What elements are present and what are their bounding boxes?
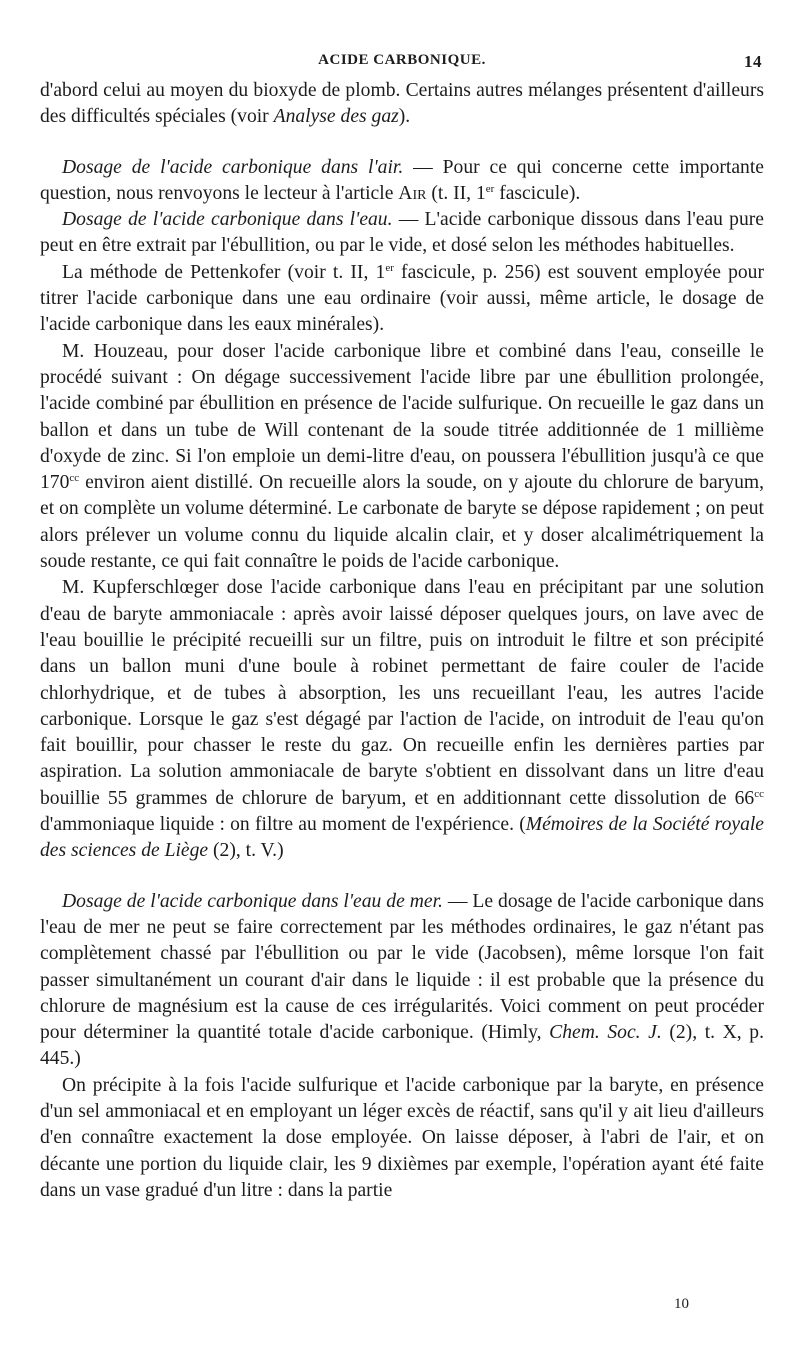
paragraph: d'abord celui au moyen du bioxyde de plomb. Certains autres mélanges présentent d'ailleurs des difficultés spéciales (voir Analyse des gaz). bbox=[40, 80, 764, 128]
body-text bbox=[40, 78, 764, 1204]
paragraph: M. Kupferschlœger dose l'acide carbonique dans l'eau en précipitant par une solution d'eau de baryte ammoniacale : après avoir laissé déposer quelques jours, on lave avec de l'eau bouillie le précipité recueilli sur un filtre, puis on introduit le filtre et son précipité dans un ballon muni d'une boule à robinet permettant de faire couler de l'acide chlorhydrique, et de tubes à absorption, les uns recueillant l'eau, les autres l'acide carbonique. Lorsque le gaz s'est dégagé par l'action de l'acide, on introduit de l'eau qu'on fait bouillir, pour chasser le reste du gaz. On recueille enfin les dernières parties par aspiration. La solution ammoniacale de baryte s'obtient en dissolvant dans un litre d'eau bouillie 55 grammes de chlorure de baryum, et en additionnant cette dissolution de $66^{cc}$ d'ammoniaque liquide : on filtre au moment de l'expérience. (Mémoires de la Société royale des sciences de Liège (2), t. V.) bbox=[40, 577, 765, 862]
section-air: Dosage de l'acide carbonique dans l'air. — Pour ce qui concerne cette importante question, nous renvoyons le lecteur à l'article Air (t. II, 1er fascicule). bbox=[40, 156, 764, 204]
page-number: 14 bbox=[744, 52, 762, 71]
section-heading: Dosage de l'acide carbonique dans l'air. bbox=[62, 156, 404, 178]
running-title: ACIDE CARBONIQUE. bbox=[318, 52, 486, 68]
article-reference: Air bbox=[398, 182, 427, 204]
section-eau-de-mer: Dosage de l'acide carbonique dans l'eau de mer. — Le dosage de l'acide carbonique dans l'eau de mer ne peut se faire correctement par les méthodes ordinaires, le gaz n'étant pas complètement chassé par l'ébullition ou par le vide (Jacobsen), même lorsque l'on fait passer simultanément un courant d'air dans le liquide : il est probable que la présence du chlorure de magnésium est la cause de ces irrégularités. Voici comment on peut procéder pour déterminer la quantité totale d'acide carbonique. (Himly, Chem. Soc. J. (2), t. X, p. 445.) bbox=[40, 890, 764, 1070]
paragraph: La méthode de Pettenkofer (voir t. II, 1er fascicule, p. 256) est souvent employée pour titrer l'acide carbonique dans une eau ordinaire (voir aussi, même article, le dosage de l'acide carbonique dans les eaux minérales). bbox=[40, 261, 765, 336]
paragraph: On précipite à la fois l'acide sulfurique et l'acide carbonique par la baryte, en présence d'un sel ammoniacal et en employant un léger excès de réactif, sans qu'il y ait lieu d'ailleurs d'en connaître exactement la dose employée. On laisse déposer, à l'abri de l'air, et on décante une portion du liquide clair, les 9 dixièmes par exemple, l'opération ayant été faite dans un vase gradué d'un litre : dans la partie bbox=[40, 1074, 764, 1201]
page bbox=[40, 52, 764, 1204]
section-heading: Dosage de l'acide carbonique dans l'eau. bbox=[62, 209, 393, 231]
running-header bbox=[40, 52, 764, 78]
cross-reference: Mémoires de la Société royale des sciences de Liège bbox=[40, 814, 765, 862]
paragraph: M. Houzeau, pour doser l'acide carbonique libre et combiné dans l'eau, conseille le procédé suivant : On dégage successivement l'acide libre par une ébullition prolongée, l'acide combiné par ébullition en présence de l'acide sulfurique. On recueille le gaz dans un ballon et dans un tube de Will contenant de la soude titrée additionnée de 1 millième d'oxyde de zinc. Si l'on emploie un demi-litre d'eau, on poussera l'ébullition jusqu'à ce que $170^{cc}$ environ aient distillé. On recueille alors la soude, on y ajoute du chlorure de baryum, et on complète un volume déterminé. Le carbonate de baryte se dépose rapidement ; on peut alors prélever un volume connu du liquide alcalin clair, et y doser alcalimétriquement la soude restante, ce qui fait connaître le poids de l'acide carbonique. bbox=[40, 340, 764, 573]
section-eau: Dosage de l'acide carbonique dans l'eau. — L'acide carbonique dissous dans l'eau pure peut en être extrait par l'ébullition, ou par le vide, et dosé selon les méthodes habituelles. bbox=[40, 209, 764, 257]
section-heading: Dosage de l'acide carbonique dans l'eau de mer. bbox=[62, 890, 443, 912]
cross-reference: Analyse des gaz bbox=[273, 106, 399, 128]
cross-reference: Chem. Soc. J. bbox=[549, 1022, 662, 1044]
signature-mark: 10 bbox=[674, 1296, 689, 1312]
